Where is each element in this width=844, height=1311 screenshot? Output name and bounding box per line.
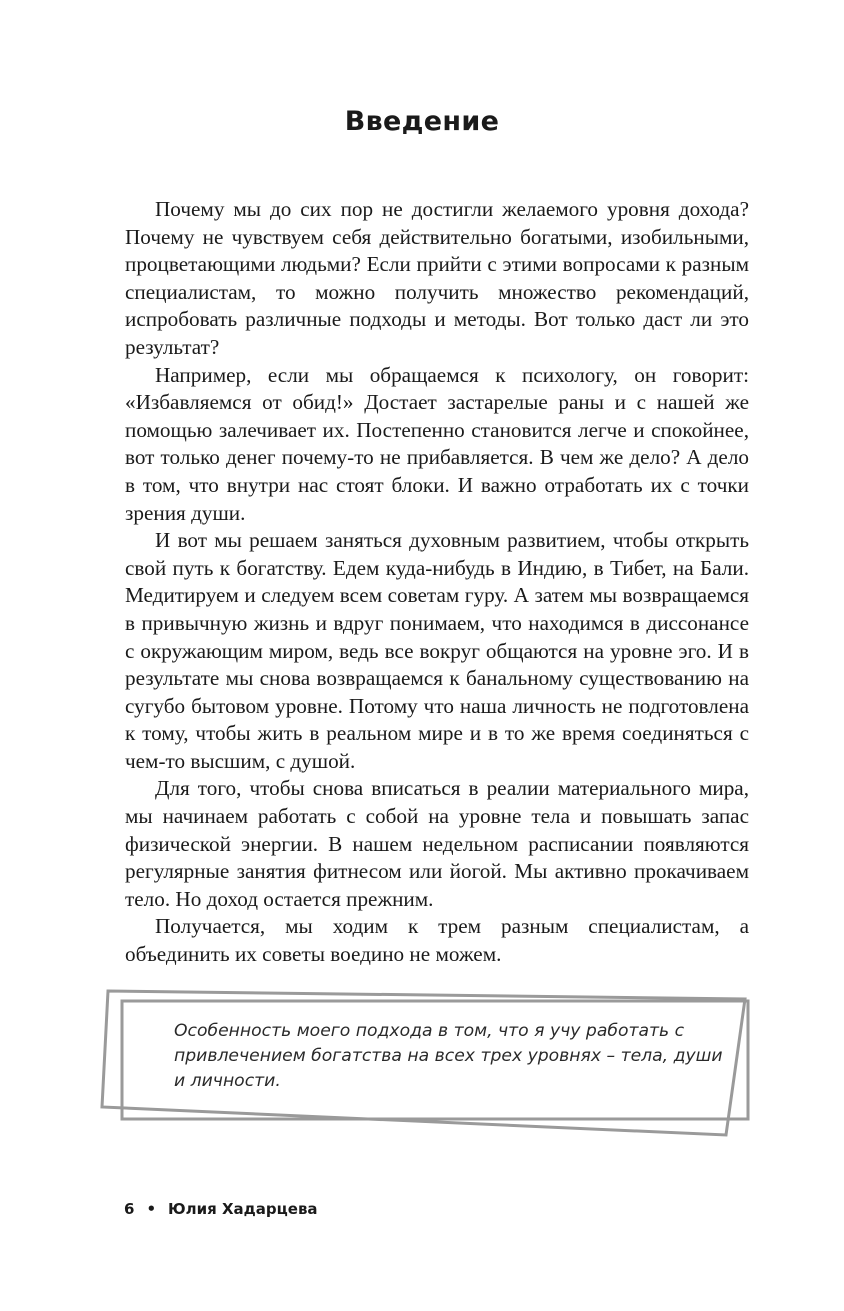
paragraph: Например, если мы обращаемся к психологу, он говорит: «Избавляемся от обид!» Достает застарелые раны и с нашей же помощью залечивает их. Постепенно становится легче и спокойнее, вот только денег почему-то не прибавляется. В чем же дело? А дело в том, что внутри нас стоят блоки. И важно отработать их с точки зрения души.	[125, 362, 749, 525]
paragraph: Почему мы до сих пор не достигли желаемого уровня дохода? Почему не чувствуем себя действительно богатыми, изобильными, процветающими людьми? Если прийти с этими вопросами к разным специалистам, то можно получить множество рекомендаций, испробовать различные подходы и методы. Вот только даст ли это результат?	[125, 197, 749, 359]
body-text	[125, 196, 749, 969]
author-name: Юлия Хадарцева	[168, 1200, 318, 1218]
chapter-title: Введение	[344, 106, 500, 137]
callout-text: Особенность моего подхода в том, что я учу работать с привлечением богатства на всех трех уровнях – тела, души и личности.	[174, 1021, 723, 1091]
callout-box	[100, 985, 750, 1137]
footer-separator: •	[146, 1200, 157, 1218]
paragraph: Получается, мы ходим к трем разным специалистам, а объединить их советы воедино не можем.	[125, 914, 749, 967]
page-number: 6	[124, 1200, 135, 1218]
paragraph: И вот мы решаем заняться духовным развитием, чтобы открыть свой путь к богатству. Едем куда-нибудь в Индию, в Тибет, на Бали. Медитируем и следуем всем советам гуру. А затем мы возвращаемся в привычную жизнь и вдруг понимаем, что находимся в диссонансе с окружающим миром, ведь все вокруг общаются на уровне эго. И в результате мы снова возвращаемся к банальному существованию на сугубо бытовом уровне. Потому что наша личность не подготовлена к тому, чтобы жить в реальном мире и в то же время соединяться с чем-то высшим, с душой.	[125, 528, 749, 773]
paragraph: Для того, чтобы снова вписаться в реалии материального мира, мы начинаем работать с собой на уровне тела и повышать запас физической энергии. В нашем недельном расписании появляются регулярные занятия фитнесом или йогой. Мы активно прокачиваем тело. Но доход остается прежним.	[125, 776, 749, 911]
page-footer	[124, 1200, 318, 1218]
